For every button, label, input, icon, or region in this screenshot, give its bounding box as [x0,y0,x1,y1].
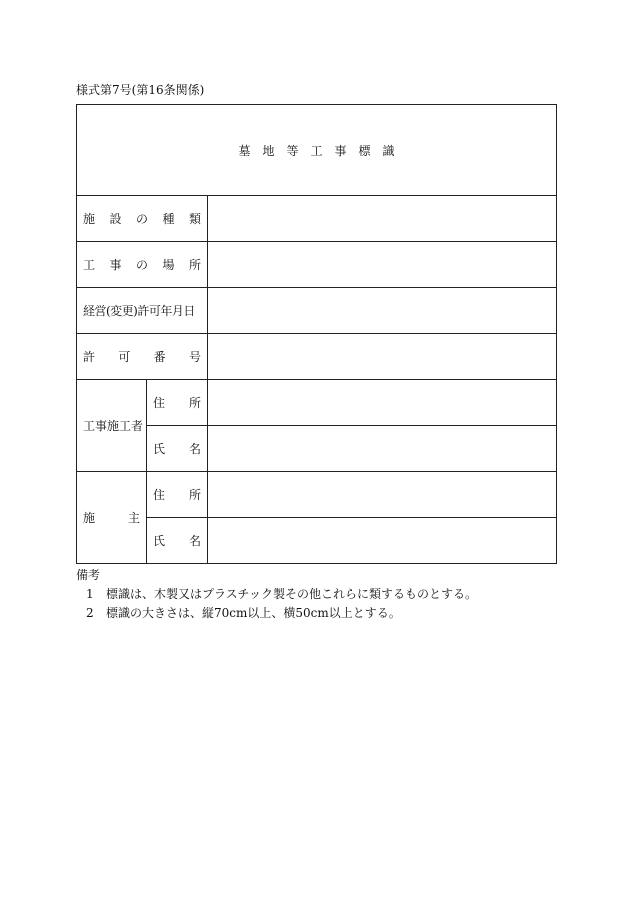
row-contractor-address [77,380,557,426]
label-contractor: 工事施工者 [77,380,147,472]
label-char: 号 [188,350,201,364]
sign-title: 墓地等工事標識 [77,105,557,196]
row-permit-number [77,334,557,380]
note-text: 標識は、木製又はプラスチック製その他これらに類するものとする。 [106,587,478,601]
label-char: の [135,258,148,272]
row-owner-name [77,518,557,564]
label-char: 名 [188,442,201,456]
field-permit-number[interactable] [208,334,557,380]
label-char: 主 [127,511,140,525]
notes-section [76,566,477,623]
label-char: 所 [188,396,201,410]
label-owner [77,472,147,564]
field-work-location[interactable] [208,242,557,288]
sign-form-table [76,104,557,564]
label-char: 氏 [153,442,166,456]
note-item [76,585,477,604]
row-contractor-name [77,426,557,472]
label-facility-type [77,196,208,242]
label-char: 許 [83,350,96,364]
label-char: 場 [162,258,175,272]
label-work-location [77,242,208,288]
note-number: 2 [86,606,94,620]
label-owner-address [147,472,208,518]
notes-heading: 備考 [76,568,101,582]
label-char: の [135,212,148,226]
label-char: 所 [188,488,201,502]
label-owner-name [147,518,208,564]
field-owner-address[interactable] [208,472,557,518]
note-text: 標識の大きさは、縦70cm以上、横50cm以上とする。 [106,606,401,620]
label-char: 施 [83,212,96,226]
label-char: 工 [83,258,96,272]
field-contractor-name[interactable] [208,426,557,472]
label-char: 種 [162,212,175,226]
row-work-location [77,242,557,288]
form-number-label: 様式第7号(第16条関係) [76,83,205,97]
field-facility-type[interactable] [208,196,557,242]
label-char: 名 [188,534,201,548]
row-permit-date [77,288,557,334]
label-char: 設 [109,212,122,226]
label-contractor-name [147,426,208,472]
label-char: 住 [153,488,166,502]
title-row [77,105,557,196]
label-char: 所 [188,258,201,272]
label-char: 住 [153,396,166,410]
label-char: 事 [109,258,122,272]
note-item [76,604,477,623]
label-permit-number [77,334,208,380]
label-char: 類 [188,212,201,226]
label-permit-date: 経営(変更)許可年月日 [77,288,208,334]
label-char: 番 [153,350,166,364]
field-owner-name[interactable] [208,518,557,564]
label-char: 可 [118,350,131,364]
note-number: 1 [86,587,94,601]
label-char: 施 [83,511,96,525]
field-contractor-address[interactable] [208,380,557,426]
field-permit-date[interactable] [208,288,557,334]
row-owner-address [77,472,557,518]
label-char: 氏 [153,534,166,548]
label-contractor-address [147,380,208,426]
row-facility-type [77,196,557,242]
